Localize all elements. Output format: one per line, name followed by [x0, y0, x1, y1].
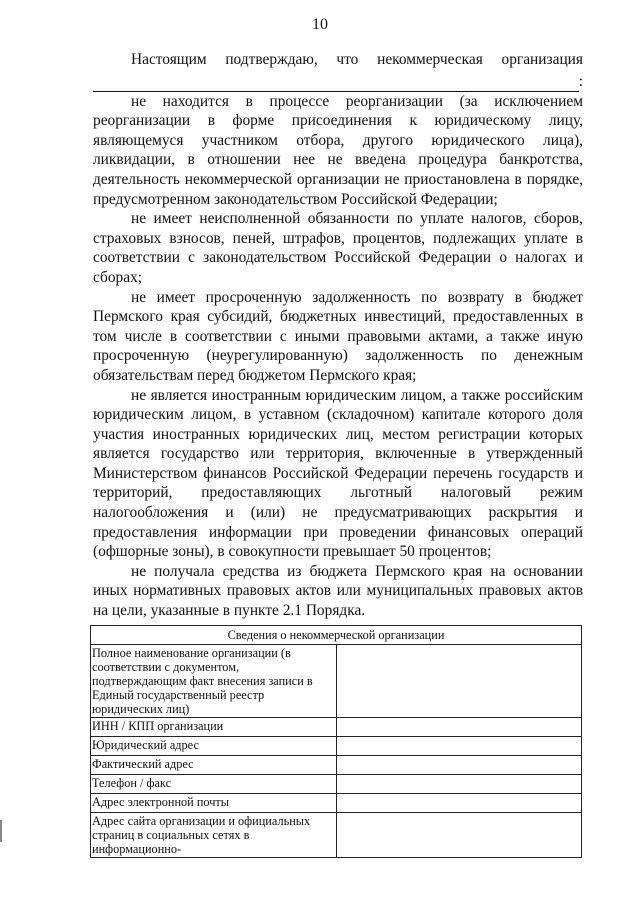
row-value-email [336, 794, 582, 813]
row-value-actual-address [336, 756, 582, 775]
organization-name-blank [93, 70, 583, 92]
row-value-inn-kpp [336, 718, 582, 737]
paragraph-reorganization: не находится в процессе реорганизации (за исключением реорганизации в форме присоединения к юридическому лицу, являющемуся участником отбора, другого юридического лица), ликвидации, в отношении нее не введена процедура банкротства, деятельность некоммерческой организации не приостановлена в порядке, предусмотренном законодательством Российской Федерации; [93, 92, 583, 208]
row-label-email: Адрес электронной почты [91, 794, 337, 813]
table-row [91, 813, 582, 858]
row-label-actual-address: Фактический адрес [91, 756, 337, 775]
row-label-inn-kpp: ИНН / КПП организации [91, 718, 337, 737]
row-value-phone-fax [336, 775, 582, 794]
row-label-phone-fax: Телефон / факс [91, 775, 337, 794]
document-body [93, 50, 583, 621]
row-label-legal-address: Юридический адрес [91, 737, 337, 756]
table-row [91, 756, 582, 775]
organization-info-table [90, 625, 582, 858]
confirmation-lead: Настоящим подтверждаю, что некоммерческая организация [131, 51, 583, 68]
row-label-full-name: Полное наименование организации (в соответствии с документом, подтверждающим факт внесения записи в Единый государственный реестр юридических лиц) [91, 645, 337, 718]
organization-info-table-wrap [90, 625, 582, 858]
paragraph-foreign-entity: не является иностранным юридическим лицом, а также российским юридическим лицом, в уставном (складочном) капитале которого доля участия иностранных юридических лиц, местом регистрации которых является государство или территория, включенные в утвержденный Министерством финансов Российской Федерации перечень государств и территорий, предоставляющих льготный налоговый режим налогообложения и (или) не предусматривающих раскрытия и предоставления информации при проведении финансовых операций (офшорные зоны), в совокупности превышает 50 процентов; [93, 386, 583, 561]
colon-mark: : [578, 73, 583, 90]
paragraph-debt: не имеет просроченную задолженность по возврату в бюджет Пермского края субсидий, бюджетных инвестиций, предоставленных в том числе в соответствии с иными правовыми актами, а также иную просроченную (неурегулированную) задолженность по денежным обязательствам перед бюджетом Пермского края; [93, 288, 583, 384]
page-number: 10 [312, 16, 328, 33]
row-value-website [336, 813, 582, 858]
scan-edge-mark [0, 820, 2, 842]
row-label-website: Адрес сайта организации и официальных страниц в социальных сетях в информационно- [91, 813, 337, 858]
table-row [91, 718, 582, 737]
table-row [91, 737, 582, 756]
table-header: Сведения о некоммерческой организации [91, 626, 582, 645]
paragraph-taxes: не имеет неисполненной обязанности по уплате налогов, сборов, страховых взносов, пеней, штрафов, процентов, подлежащих уплате в соответствии с законодательством Российской Федерации о налогах и сборах; [93, 210, 583, 286]
table-row [91, 794, 582, 813]
paragraph-other-funds: не получала средства из бюджета Пермского края на основании иных нормативных правовых актов или муниципальных правовых актов на цели, указанные в пункте 2.1 Порядка. [93, 562, 583, 620]
table-row [91, 645, 582, 718]
blank-underline [93, 77, 579, 92]
table-row [91, 775, 582, 794]
row-value-full-name [336, 645, 582, 718]
row-value-legal-address [336, 737, 582, 756]
